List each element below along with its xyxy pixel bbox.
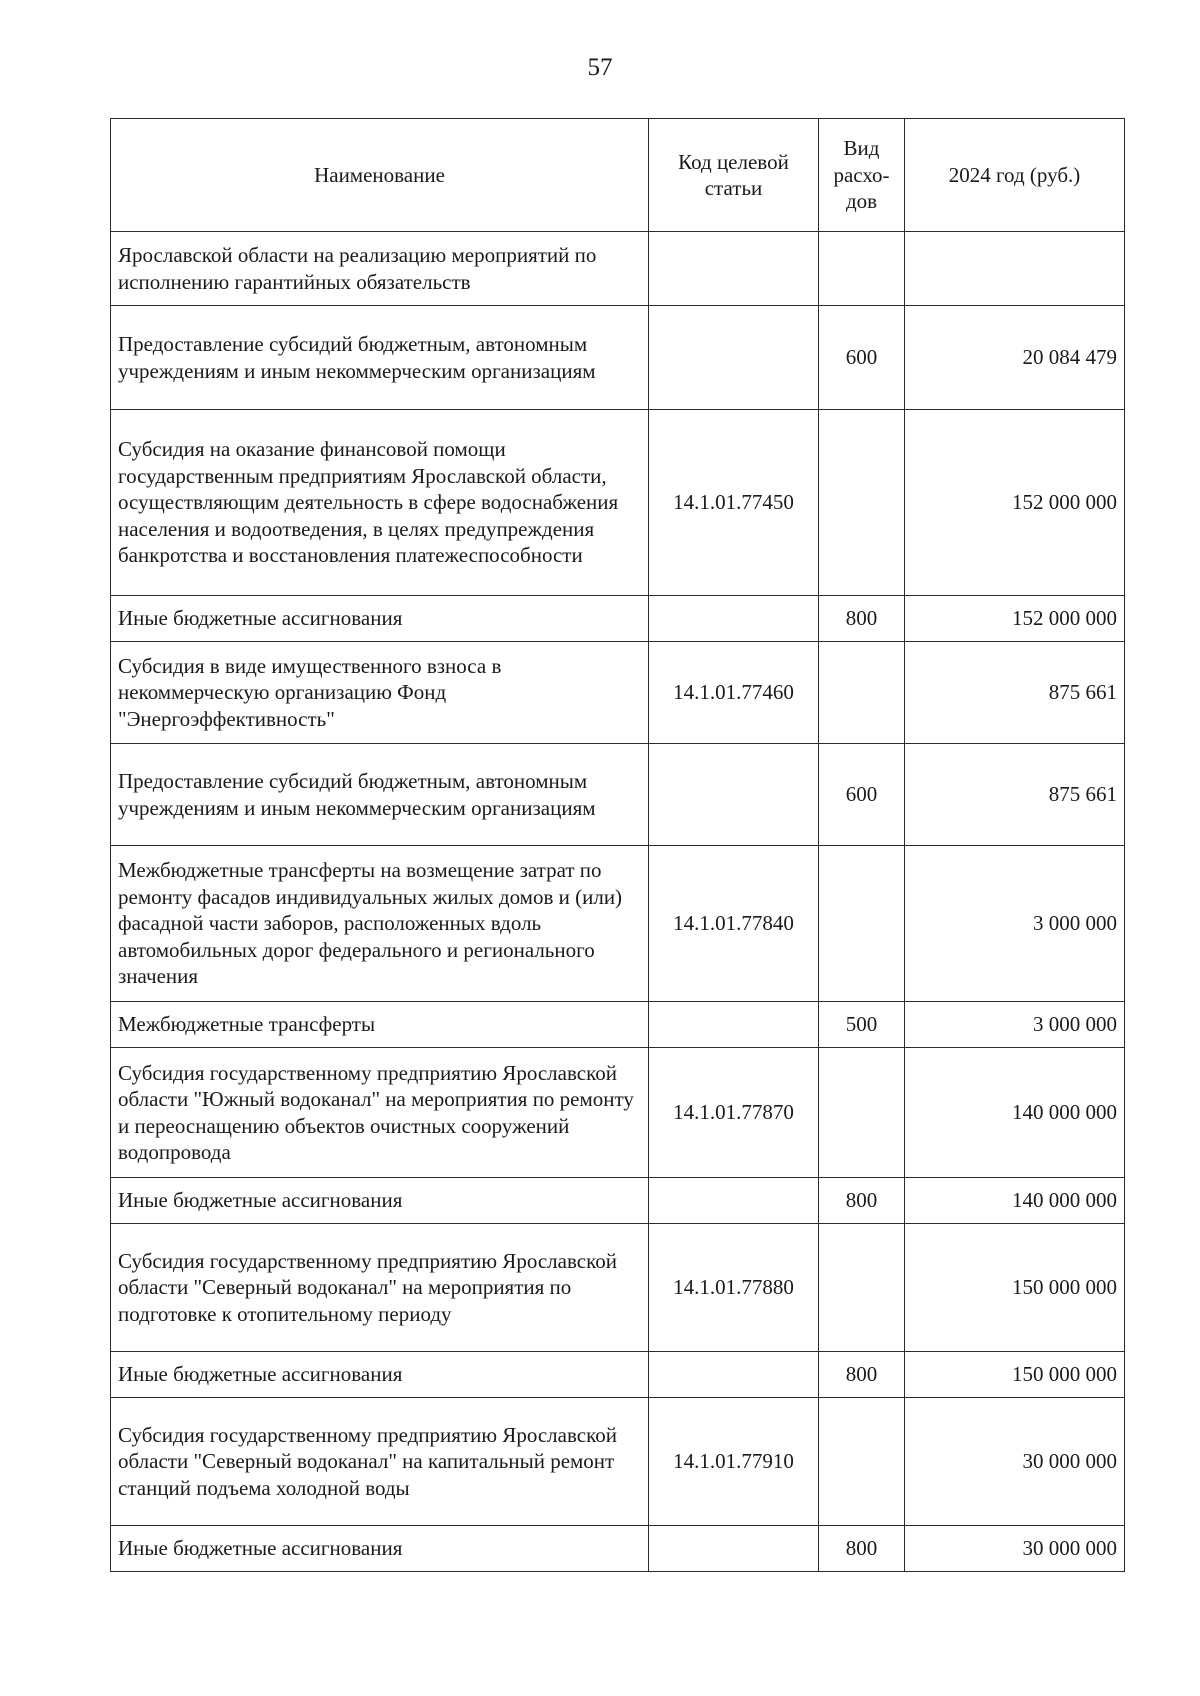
row-kind <box>819 846 905 1002</box>
header-name: Наименование <box>111 119 649 232</box>
row-name: Предоставление субсидий бюджетным, автономным учреждениям и иным некоммерческим организациям <box>111 744 649 846</box>
row-code: 14.1.01.77840 <box>649 846 819 1002</box>
row-amount: 875 661 <box>905 642 1125 744</box>
row-kind: 800 <box>819 596 905 642</box>
row-kind <box>819 642 905 744</box>
page-number: 57 <box>587 54 613 81</box>
table-header <box>111 119 1125 232</box>
header-amount: 2024 год (руб.) <box>905 119 1125 232</box>
row-amount: 140 000 000 <box>905 1178 1125 1224</box>
budget-table <box>110 118 1125 1572</box>
header-row <box>111 119 1125 232</box>
table-row <box>111 1048 1125 1178</box>
row-name: Иные бюджетные ассигнования <box>111 596 649 642</box>
row-amount: 152 000 000 <box>905 410 1125 596</box>
row-amount: 20 084 479 <box>905 306 1125 410</box>
row-name: Субсидия государственному предприятию Ярославской области "Северный водоканал" на капитальный ремонт станций подъема холодной воды <box>111 1398 649 1526</box>
row-code: 14.1.01.77450 <box>649 410 819 596</box>
row-name: Ярославской области на реализацию мероприятий по исполнению гарантийных обязательств <box>111 232 649 306</box>
row-code <box>649 1178 819 1224</box>
row-kind: 600 <box>819 306 905 410</box>
row-code <box>649 596 819 642</box>
table-row <box>111 846 1125 1002</box>
row-code: 14.1.01.77880 <box>649 1224 819 1352</box>
row-code <box>649 744 819 846</box>
table-row <box>111 1352 1125 1398</box>
row-code <box>649 1526 819 1572</box>
row-name: Иные бюджетные ассигнования <box>111 1526 649 1572</box>
row-name: Межбюджетные трансферты на возмещение затрат по ремонту фасадов индивидуальных жилых домов и (или) фасадной части заборов, расположенных вдоль автомобильных дорог федерального и регионального значения <box>111 846 649 1002</box>
row-name: Предоставление субсидий бюджетным, автономным учреждениям и иным некоммерческим организациям <box>111 306 649 410</box>
row-amount: 140 000 000 <box>905 1048 1125 1178</box>
row-kind: 800 <box>819 1178 905 1224</box>
row-name: Межбюджетные трансферты <box>111 1002 649 1048</box>
table-body <box>111 232 1125 1572</box>
row-amount: 152 000 000 <box>905 596 1125 642</box>
row-amount: 150 000 000 <box>905 1224 1125 1352</box>
row-amount: 3 000 000 <box>905 846 1125 1002</box>
table-row <box>111 642 1125 744</box>
row-kind <box>819 1048 905 1178</box>
table-row <box>111 596 1125 642</box>
row-name: Субсидия государственному предприятию Ярославской области "Южный водоканал" на мероприятия по ремонту и переоснащению объектов очистных сооружений водопровода <box>111 1048 649 1178</box>
row-kind <box>819 232 905 306</box>
row-code <box>649 1352 819 1398</box>
table-row <box>111 1178 1125 1224</box>
row-name: Субсидия на оказание финансовой помощи государственным предприятиям Ярославской области, осуществляющим деятельность в сфере водоснабжения населения и водоотведения, в целях предупреждения банкротства и восстановления платежеспособности <box>111 410 649 596</box>
row-code <box>649 232 819 306</box>
table-row <box>111 1224 1125 1352</box>
row-amount: 3 000 000 <box>905 1002 1125 1048</box>
row-kind <box>819 410 905 596</box>
table-row <box>111 232 1125 306</box>
row-amount: 30 000 000 <box>905 1526 1125 1572</box>
row-amount: 150 000 000 <box>905 1352 1125 1398</box>
row-code: 14.1.01.77460 <box>649 642 819 744</box>
table-row <box>111 1398 1125 1526</box>
table-row <box>111 1002 1125 1048</box>
header-kind: Вид расхо-дов <box>819 119 905 232</box>
row-code <box>649 1002 819 1048</box>
row-kind <box>819 1398 905 1526</box>
row-code <box>649 306 819 410</box>
row-amount <box>905 232 1125 306</box>
row-amount: 875 661 <box>905 744 1125 846</box>
table-row <box>111 410 1125 596</box>
row-name: Субсидия государственному предприятию Ярославской области "Северный водоканал" на мероприятия по подготовке к отопительному периоду <box>111 1224 649 1352</box>
row-kind: 600 <box>819 744 905 846</box>
table-row <box>111 306 1125 410</box>
row-amount: 30 000 000 <box>905 1398 1125 1526</box>
row-code: 14.1.01.77910 <box>649 1398 819 1526</box>
row-name: Иные бюджетные ассигнования <box>111 1178 649 1224</box>
table-row <box>111 744 1125 846</box>
row-name: Иные бюджетные ассигнования <box>111 1352 649 1398</box>
row-kind: 800 <box>819 1526 905 1572</box>
row-name: Субсидия в виде имущественного взноса в некоммерческую организацию Фонд "Энергоэффективность" <box>111 642 649 744</box>
row-kind: 500 <box>819 1002 905 1048</box>
row-code: 14.1.01.77870 <box>649 1048 819 1178</box>
header-code: Код целевой статьи <box>649 119 819 232</box>
table-row <box>111 1526 1125 1572</box>
row-kind <box>819 1224 905 1352</box>
row-kind: 800 <box>819 1352 905 1398</box>
